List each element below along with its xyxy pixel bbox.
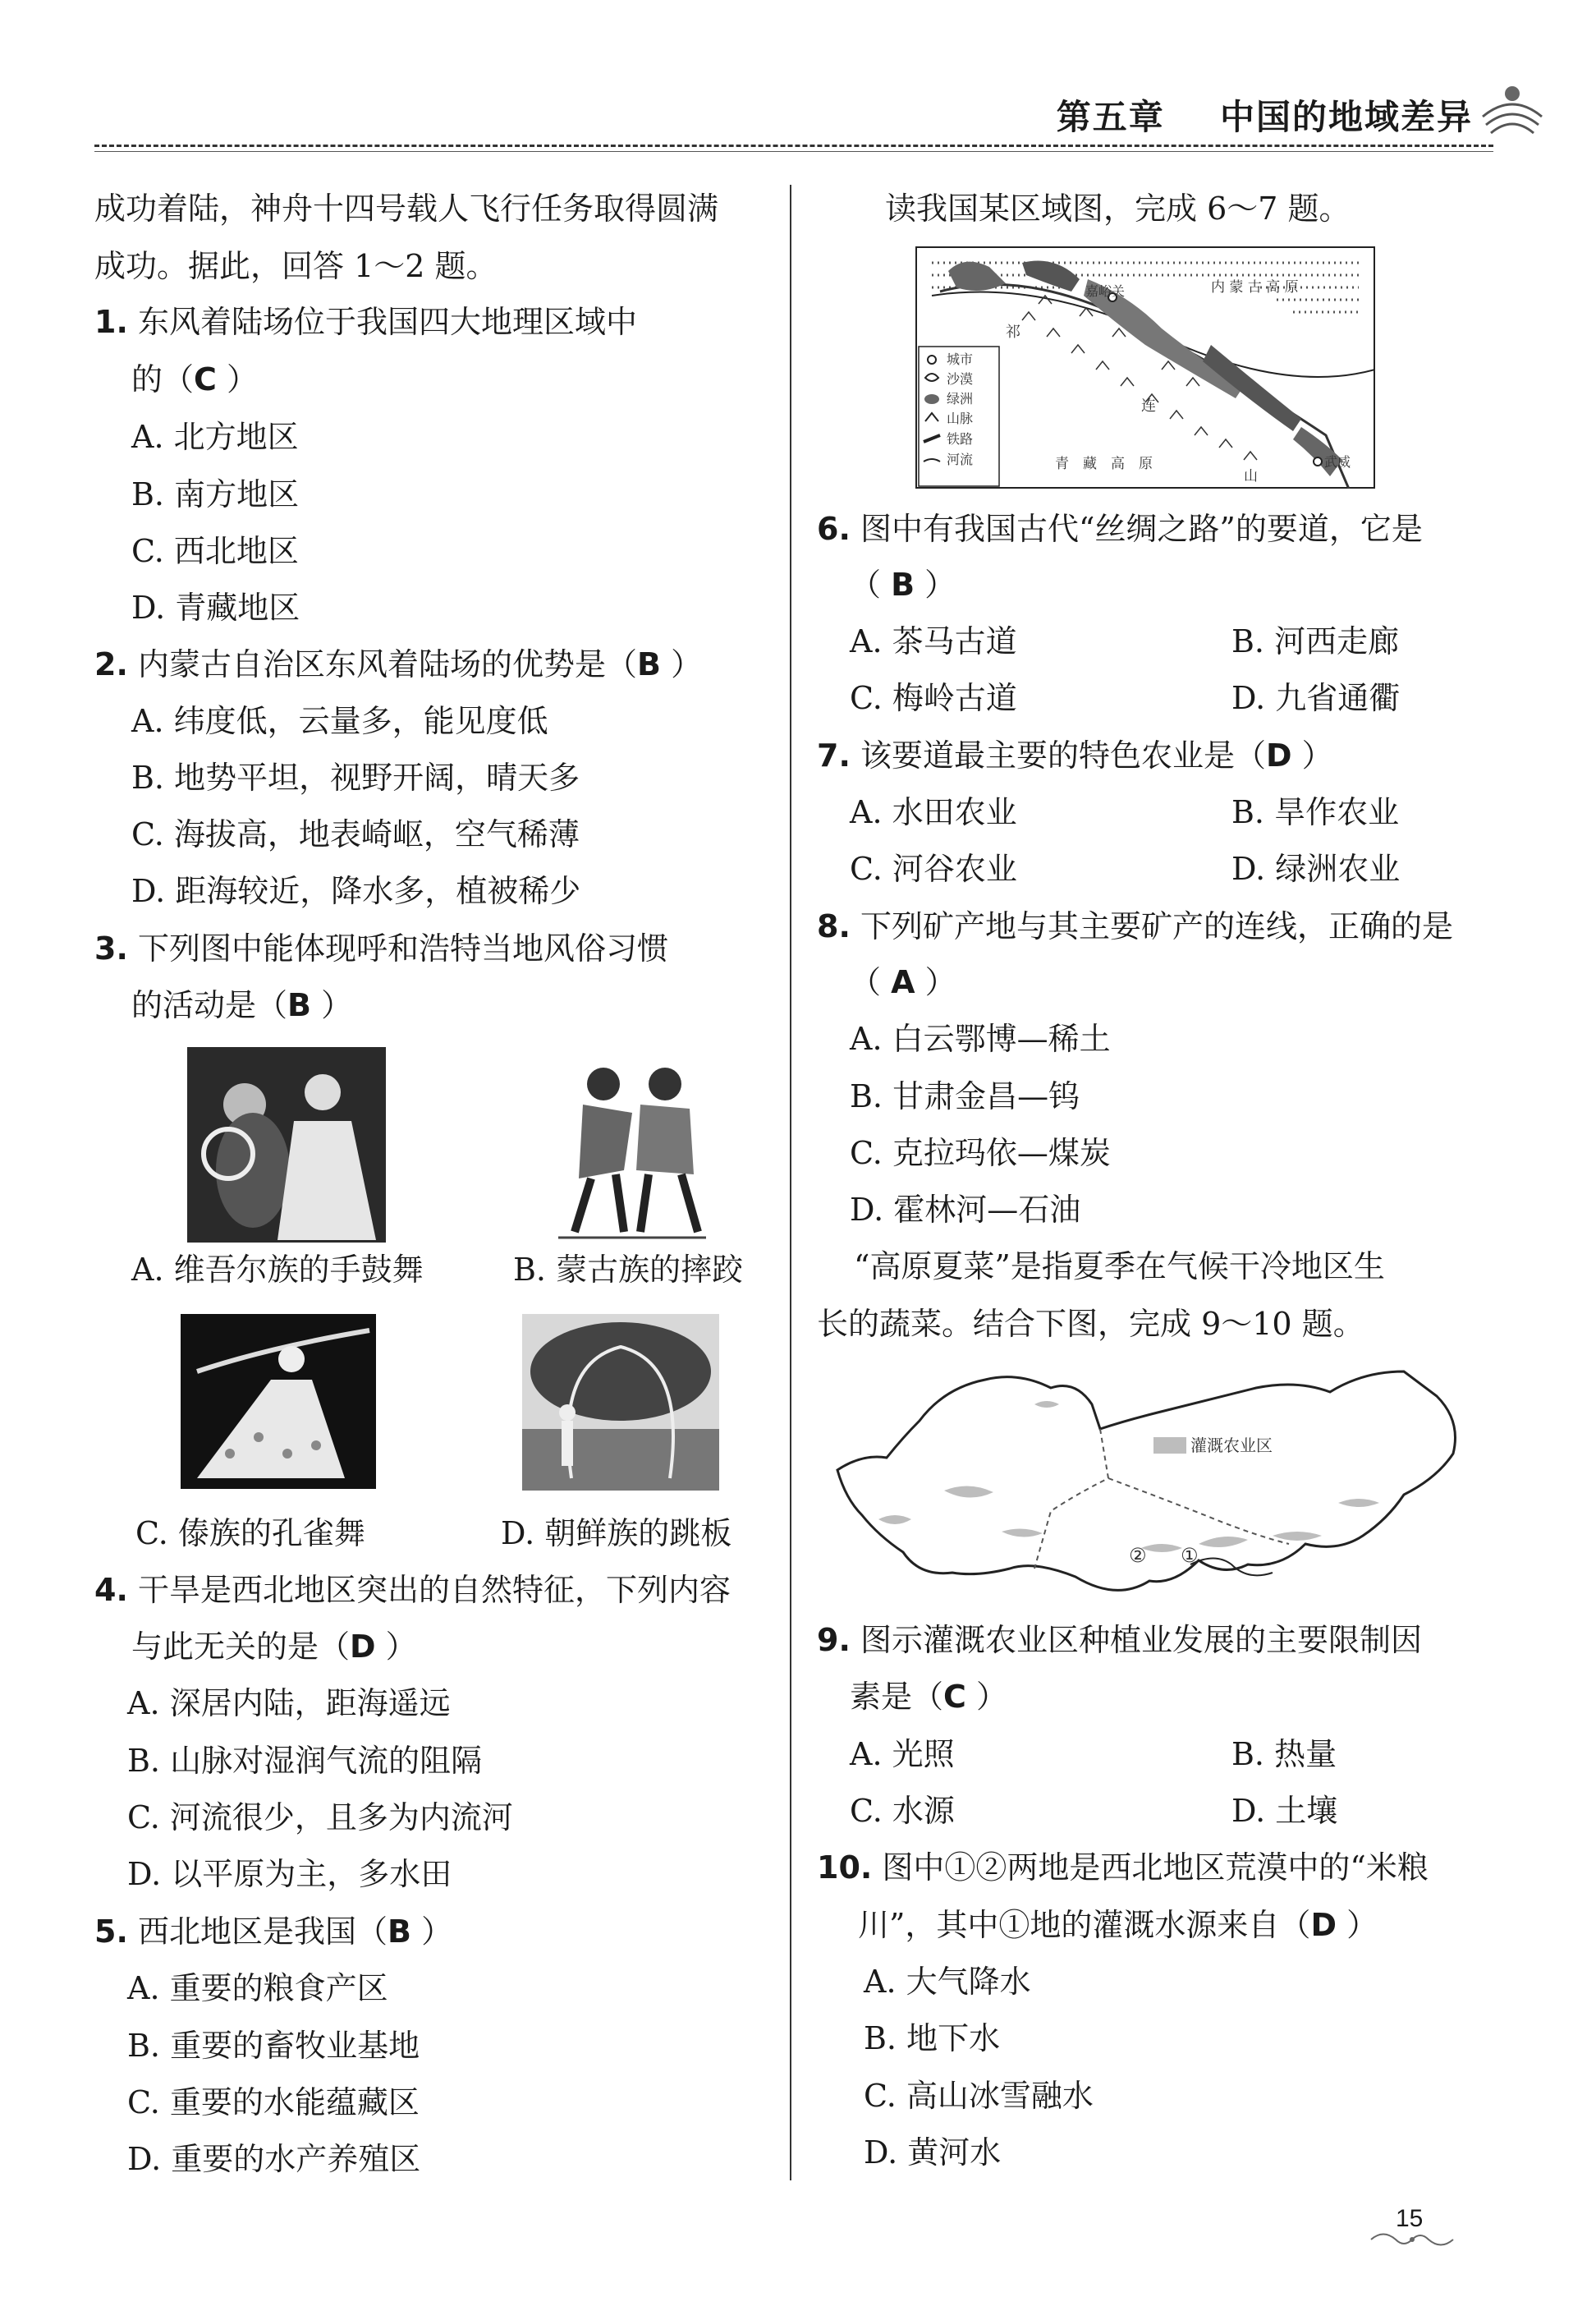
option: B. 山脉对湿润气流的阻隔 [127, 1743, 483, 1779]
legend-item: 沙漠 [947, 371, 974, 387]
photo-caption: A. 维吾尔族的手鼓舞 [131, 1252, 424, 1288]
map-label: 武威 [1324, 454, 1351, 470]
map-label: 山 [1244, 468, 1258, 485]
question-stem: 下列图中能体现呼和浩特当地风俗习惯 [137, 930, 668, 967]
option: D. 距海较近，降水多，植被稀少 [131, 873, 581, 909]
swirl-ornament-icon [1367, 2227, 1457, 2252]
option: C. 河谷农业 [850, 851, 1017, 887]
option: B. 旱作农业 [1231, 794, 1400, 830]
question-stem: 图中有我国古代“丝绸之路”的要道，它是 [860, 511, 1423, 547]
option: C. 高山冰雪融水 [864, 2078, 1094, 2114]
location-marker-1: ① [1181, 1544, 1199, 1567]
question-8 [817, 907, 1453, 946]
option: D. 黄河水 [864, 2134, 1002, 2171]
map-label: 内 蒙 古 高 原 [1211, 279, 1299, 296]
intro-line: 成功着陆，神舟十四号载人飞行任务取得圆满 [94, 191, 719, 227]
answer: D [1266, 737, 1292, 774]
question-stem: 图示灌溉农业区种植业发展的主要限制因 [860, 1622, 1422, 1658]
question-8-answer-line: （ A ） [850, 964, 956, 1000]
option: A. 大气降水 [864, 1964, 1031, 2000]
question-number: 1. [94, 304, 128, 340]
location-marker-2: ② [1129, 1544, 1147, 1567]
option: D. 青藏地区 [131, 590, 300, 626]
option: C. 河流很少，且多为内流河 [127, 1799, 513, 1835]
intro-line: “高原夏菜”是指夏季在气候干冷地区生 [854, 1248, 1385, 1284]
answer: B [388, 1913, 411, 1950]
question-number: 6. [817, 511, 851, 547]
answer: B [637, 646, 661, 682]
option: B. 热量 [1231, 1736, 1337, 1772]
answer: D [350, 1629, 376, 1665]
photo-caption: B. 蒙古族的摔跤 [513, 1252, 744, 1288]
map-label: 嘉峪关 [1085, 283, 1126, 299]
question-6-answer-line: （ B ） [850, 567, 956, 603]
column-divider [790, 185, 791, 2180]
chapter-header [1057, 90, 1473, 140]
answer: C [943, 1679, 966, 1715]
northwest-irrigation-map [829, 1355, 1478, 1610]
question-stem: 图中①②两地是西北地区荒漠中的“米粮 [882, 1849, 1429, 1886]
answer: C [194, 361, 217, 397]
option: A. 光照 [850, 1736, 955, 1772]
question-number: 2. [94, 646, 128, 682]
option: B. 河西走廊 [1231, 623, 1400, 659]
answer: D [1310, 1907, 1337, 1943]
question-1-answer-line: 的（C ） [131, 361, 259, 397]
answer: A [891, 964, 915, 1000]
question-number: 7. [817, 737, 851, 774]
page-number: 15 [1396, 2205, 1424, 2232]
photo-seesaw-jump [522, 1314, 719, 1491]
leaf-ornament-icon [1479, 84, 1545, 141]
option: B. 地势平坦，视野开阔，晴天多 [131, 760, 580, 796]
option: A. 重要的粮食产区 [127, 1970, 388, 2006]
legend-item: 城市 [947, 351, 974, 367]
option: A. 纬度低，云量多，能见度低 [131, 703, 548, 739]
option: D. 土壤 [1231, 1793, 1338, 1829]
question-5: 5. 西北地区是我国（B ） [94, 1913, 453, 1950]
map-legend-label: 灌溉农业区 [1190, 1436, 1273, 1455]
question-stem: 东风着陆场位于我国四大地理区域中 [137, 304, 637, 340]
option: B. 地下水 [864, 2020, 1001, 2056]
hexi-corridor-map [915, 246, 1375, 489]
option: D. 绿洲农业 [1231, 851, 1401, 887]
question-4 [94, 1570, 731, 1610]
map-label: 青 藏 高 原 [1055, 456, 1153, 472]
question-6 [817, 509, 1423, 549]
question-stem: 下列矿产地与其主要矿产的连线，正确的是 [860, 908, 1453, 944]
question-4-answer-line: 与此无关的是（D ） [131, 1629, 417, 1665]
question-number: 4. [94, 1572, 128, 1608]
photo-caption: D. 朝鲜族的跳板 [501, 1515, 732, 1551]
answer: B [287, 987, 311, 1023]
question-number: 10. [817, 1849, 873, 1886]
question-9 [817, 1620, 1422, 1660]
question-1 [94, 302, 637, 342]
legend-item: 绿洲 [947, 391, 974, 407]
chapter-number: 第五章 [1056, 97, 1165, 137]
question-9-answer-line: 素是（C ） [850, 1679, 1008, 1715]
answer: B [891, 567, 915, 603]
option: C. 海拔高，地表崎岖，空气稀薄 [131, 816, 580, 852]
legend-item: 河流 [947, 452, 974, 467]
photo-drum-dance [187, 1047, 386, 1243]
question-10 [817, 1848, 1429, 1887]
question-stem: 该要道最主要的特色农业是（ [860, 737, 1266, 774]
option: C. 梅岭古道 [850, 680, 1017, 716]
option: D. 九省通衢 [1231, 680, 1401, 716]
photo-peacock-dance [181, 1314, 376, 1489]
option: B. 重要的畜牧业基地 [127, 2028, 420, 2064]
intro-line: 读我国某区域图，完成 6～7 题。 [885, 191, 1351, 227]
question-number: 8. [817, 908, 851, 944]
option: A. 北方地区 [131, 419, 299, 455]
legend-item: 铁路 [947, 431, 974, 447]
option: D. 重要的水产养殖区 [127, 2141, 421, 2177]
question-3 [94, 929, 668, 968]
chapter-title: 中国的地域差异 [1219, 97, 1473, 137]
question-number: 5. [94, 1913, 128, 1950]
option: A. 白云鄂博—稀土 [850, 1021, 1111, 1057]
legend-item: 山脉 [947, 411, 974, 426]
drawing-wrestling [534, 1055, 731, 1243]
intro-line: 长的蔬菜。结合下图，完成 9～10 题。 [817, 1306, 1364, 1342]
option: C. 克拉玛依—煤炭 [850, 1135, 1111, 1171]
option: C. 西北地区 [131, 533, 299, 569]
map-label: 连 [1141, 397, 1156, 415]
question-10-answer-line: 川”，其中①地的灌溉水源来自（D ） [858, 1907, 1378, 1943]
question-3-answer-line: 的活动是（B ） [131, 987, 353, 1023]
option: C. 重要的水能蕴藏区 [127, 2084, 420, 2120]
intro-line: 成功。据此，回答 1～2 题。 [94, 248, 498, 284]
option: D. 以平原为主，多水田 [127, 1856, 452, 1892]
option: B. 甘肃金昌—钨 [850, 1078, 1080, 1114]
option: D. 霍林河—石油 [850, 1192, 1081, 1228]
question-stem: 西北地区是我国（ [137, 1913, 388, 1950]
question-number: 3. [94, 930, 128, 967]
question-stem: 干旱是西北地区突出的自然特征，下列内容 [137, 1572, 731, 1608]
question-7: 7. 该要道最主要的特色农业是（D ） [817, 737, 1333, 774]
question-stem: 内蒙古自治区东风着陆场的优势是（ [137, 646, 637, 682]
option: C. 水源 [850, 1793, 955, 1829]
question-2: 2. 内蒙古自治区东风着陆场的优势是（B ） [94, 646, 703, 682]
option: B. 南方地区 [131, 476, 300, 512]
option: A. 茶马古道 [850, 623, 1017, 659]
photo-caption: C. 傣族的孔雀舞 [135, 1515, 365, 1551]
question-number: 9. [817, 1622, 851, 1658]
header-divider [94, 145, 1493, 147]
map-label: 祁 [1006, 324, 1020, 341]
option: A. 深居内陆，距海遥远 [127, 1685, 451, 1721]
header-underline [94, 151, 1493, 152]
option: A. 水田农业 [850, 794, 1017, 830]
